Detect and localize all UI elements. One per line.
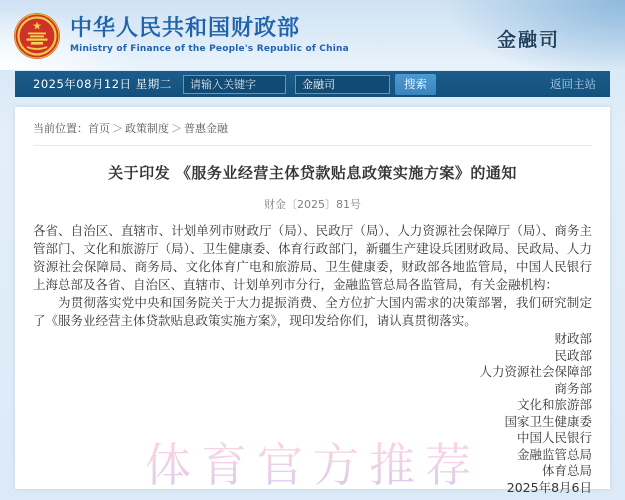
breadcrumb-item-policy[interactable]: 政策制度	[125, 122, 169, 135]
signatory: 人力资源社会保障部	[479, 364, 592, 379]
signatory: 国家卫生健康委	[504, 413, 592, 429]
current-date: 2025年08月12日 星期二	[33, 77, 172, 91]
watermark: 体育官方推荐	[145, 429, 481, 495]
article-body	[33, 222, 592, 330]
department-name: 金融司	[496, 28, 560, 51]
site-name-en: Ministry of Finance of the People's Republic of China	[70, 44, 349, 54]
paragraph-main: 为贯彻落实党中央和国务院关于大力提振消费、全方位扩大国内需求的决策部署，我们研究制定了《服务业经营主体贷款贴息政策实施方案》，现印发给你们，请认真贯彻落实。	[33, 295, 592, 328]
search-keyword-input[interactable]	[183, 75, 286, 94]
document-number: 财金〔2025〕81号	[264, 198, 361, 211]
site-name-cn: 中华人民共和国财政部	[70, 16, 301, 41]
content-card	[15, 107, 610, 495]
breadcrumb-item-inclusive-finance[interactable]: 普惠金融	[184, 122, 228, 135]
breadcrumb-label: 当前位置：	[33, 122, 88, 135]
back-to-main-site-link[interactable]: 返回主站	[550, 77, 596, 91]
signature-block	[33, 331, 592, 496]
signatory: 体育总局	[541, 463, 592, 478]
logo-block[interactable]	[13, 10, 349, 60]
breadcrumb	[33, 107, 592, 146]
signatory: 中国人民银行	[516, 430, 592, 445]
signatory: 财政部	[554, 331, 592, 346]
breadcrumb-separator: ＞	[171, 122, 182, 135]
breadcrumb-item-home[interactable]: 首页	[88, 122, 110, 135]
svg-text:★: ★	[32, 19, 42, 33]
top-navbar	[15, 71, 610, 97]
sign-date: 2025年8月6日	[506, 479, 592, 495]
site-names	[70, 16, 349, 54]
signatory: 文化和旅游部	[516, 397, 592, 412]
site-header	[0, 0, 625, 70]
article-title: 关于印发 《服务业经营主体贷款贴息政策实施方案》的通知	[108, 164, 517, 182]
search-button[interactable]: 搜索	[395, 74, 436, 95]
signatory: 商务部	[554, 380, 592, 396]
breadcrumb-separator: ＞	[112, 122, 123, 135]
search-scope-input[interactable]	[295, 75, 390, 94]
national-emblem-icon	[13, 12, 61, 60]
signatory: 民政部	[554, 347, 592, 363]
signatory: 金融监管总局	[516, 446, 592, 462]
paragraph-addressees: 各省、自治区、直辖市、计划单列市财政厅（局）、民政厅（局）、人力资源社会保障厅（局）、商务主管部门、文化和旅游厅（局）、卫生健康委、体育行政部门，新疆生产建设兵团财政局、民政局、人力资源社会保障局、商务局、文化体育广电和旅游局、卫生健康委，财政部各地监管局，中国人民银行上海总部及各省、自治区、直辖市、计划单列市分行，金融监管总局各监管局，有关金融机构：	[33, 223, 592, 292]
